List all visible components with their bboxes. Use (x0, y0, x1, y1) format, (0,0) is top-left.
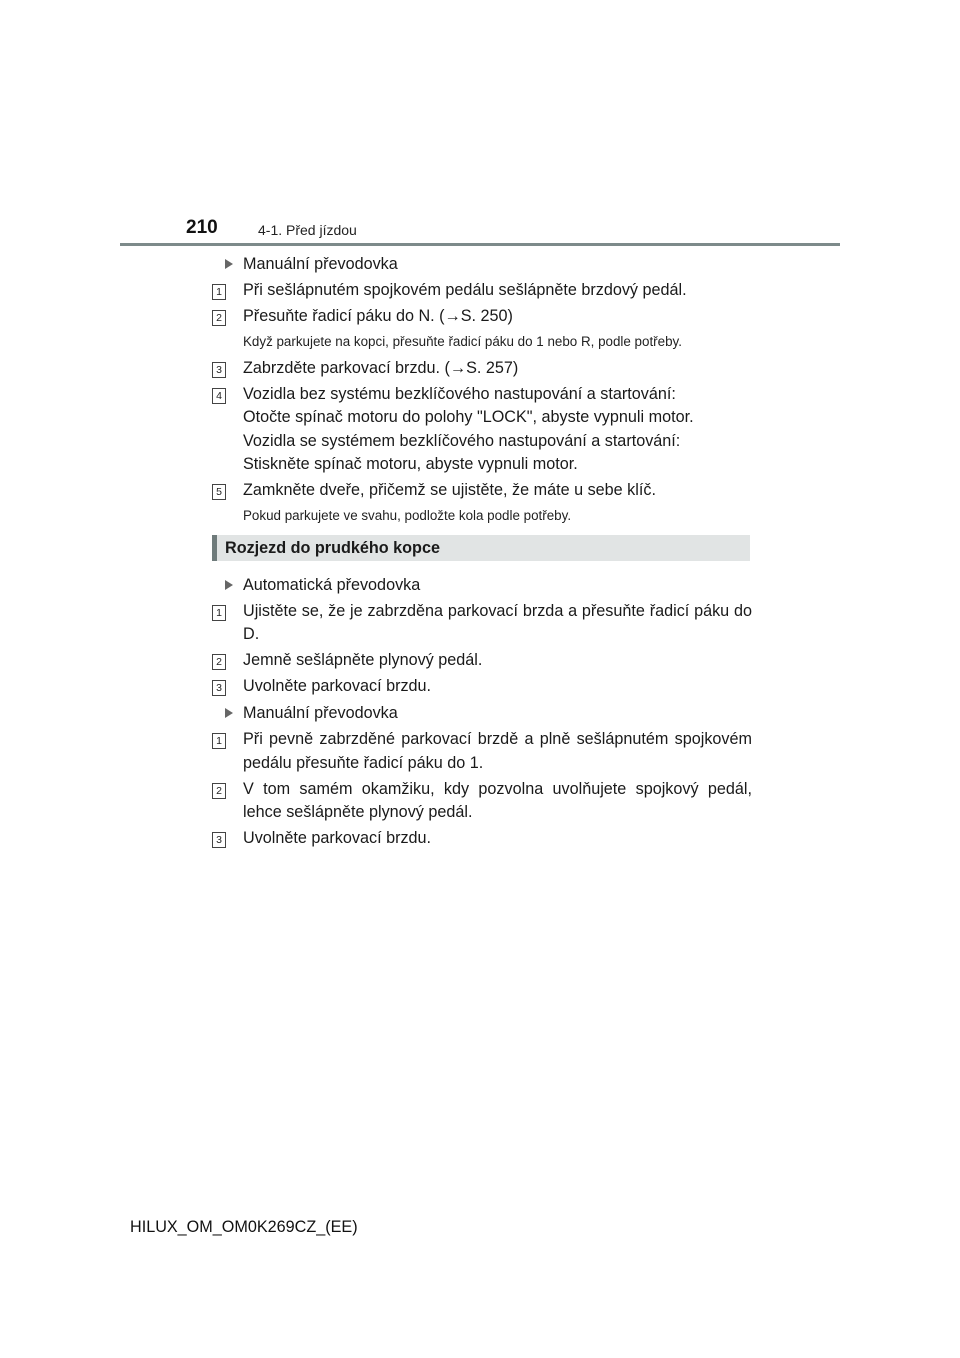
step-text: Zamkněte dveře, přičemž se ujistěte, že máte u sebe klíč. (243, 481, 656, 499)
step-3 (212, 675, 752, 699)
subsection-title: Automatická převodovka (243, 575, 421, 594)
step-text: Jemně sešlápněte plynový pedál. (243, 651, 483, 669)
step-1 (212, 279, 752, 303)
step-3 (212, 827, 752, 851)
step-number-box: 1 (212, 605, 226, 621)
step-text: Při sešlápnutém spojkovém pedálu sešlápněte brzdový pedál. (243, 281, 687, 299)
step-number-box: 2 (212, 783, 226, 799)
step-number-box: 3 (212, 680, 226, 696)
step-text-line: Stiskněte spínač motoru, abyste vypnuli motor. (243, 455, 578, 473)
note: Pokud parkujete ve svahu, podložte kola podle potřeby. (243, 507, 572, 523)
step-4 (212, 383, 752, 477)
step-text: Zabrzděte parkovací brzdu. (→S. 257) (243, 358, 519, 377)
note: Když parkujete na kopci, přesuňte řadicí páku do 1 nebo R, podle potřeby. (243, 333, 682, 349)
page-content (212, 252, 752, 853)
step-number-box: 4 (212, 388, 226, 404)
triangle-bullet-icon (225, 580, 233, 590)
step-text: Uvolněte parkovací brzdu. (243, 829, 432, 847)
step-text: V tom samém okamžiku, kdy pozvolna uvolňujete spojkový pedál, lehce sešlápněte plynový pedál. (243, 779, 752, 821)
step-5 (212, 479, 752, 503)
subsection-manual-transmission (212, 701, 752, 725)
step-2 (212, 778, 752, 825)
step-number-box: 2 (212, 654, 226, 670)
step-number-box: 1 (212, 733, 226, 749)
subsection-automatic-transmission (212, 573, 752, 597)
step-text-line: Vozidla bez systému bezklíčového nastupování a startování: (243, 384, 676, 403)
step-text: Uvolněte parkovací brzdu. (243, 677, 432, 695)
section-heading-bar (212, 535, 750, 561)
step-1 (212, 600, 752, 647)
step-text: Při pevně zabrzděné parkovací brzdě a plně sešlápnutém spojkovém pedálu přesuňte řadicí páku do 1. (243, 730, 752, 772)
subsection-title: Manuální převodovka (243, 704, 398, 722)
section-title: 4-1. Před jízdou (258, 222, 357, 238)
step-number-box: 2 (212, 310, 226, 326)
step-number-box: 3 (212, 362, 226, 378)
step-number-box: 3 (212, 832, 226, 848)
section-heading: Rozjezd do prudkého kopce (225, 538, 440, 557)
triangle-bullet-icon (225, 708, 233, 718)
step-text: Přesuňte řadicí páku do N. (→S. 250) (243, 307, 513, 325)
subsection-title: Manuální převodovka (243, 255, 398, 273)
triangle-bullet-icon (225, 259, 233, 269)
step-3 (212, 357, 752, 381)
subsection-manual-transmission (212, 252, 752, 276)
step-number-box: 5 (212, 484, 226, 500)
step-2 (212, 649, 752, 673)
step-1 (212, 728, 752, 775)
header-rule (120, 243, 840, 246)
step-text: Ujistěte se, že je zabrzděna parkovací brzda a přesuňte řadicí páku do D. (243, 601, 752, 643)
step-2 (212, 305, 752, 329)
step-text-line: Otočte spínač motoru do polohy "LOCK", abyste vypnuli motor. (243, 408, 694, 426)
step-text-line: Vozidla se systémem bezklíčového nastupování a startování: (243, 431, 681, 450)
page-number: 210 (186, 217, 218, 238)
footer-document-code: HILUX_OM_OM0K269CZ_(EE) (130, 1218, 358, 1236)
step-number-box: 1 (212, 284, 226, 300)
